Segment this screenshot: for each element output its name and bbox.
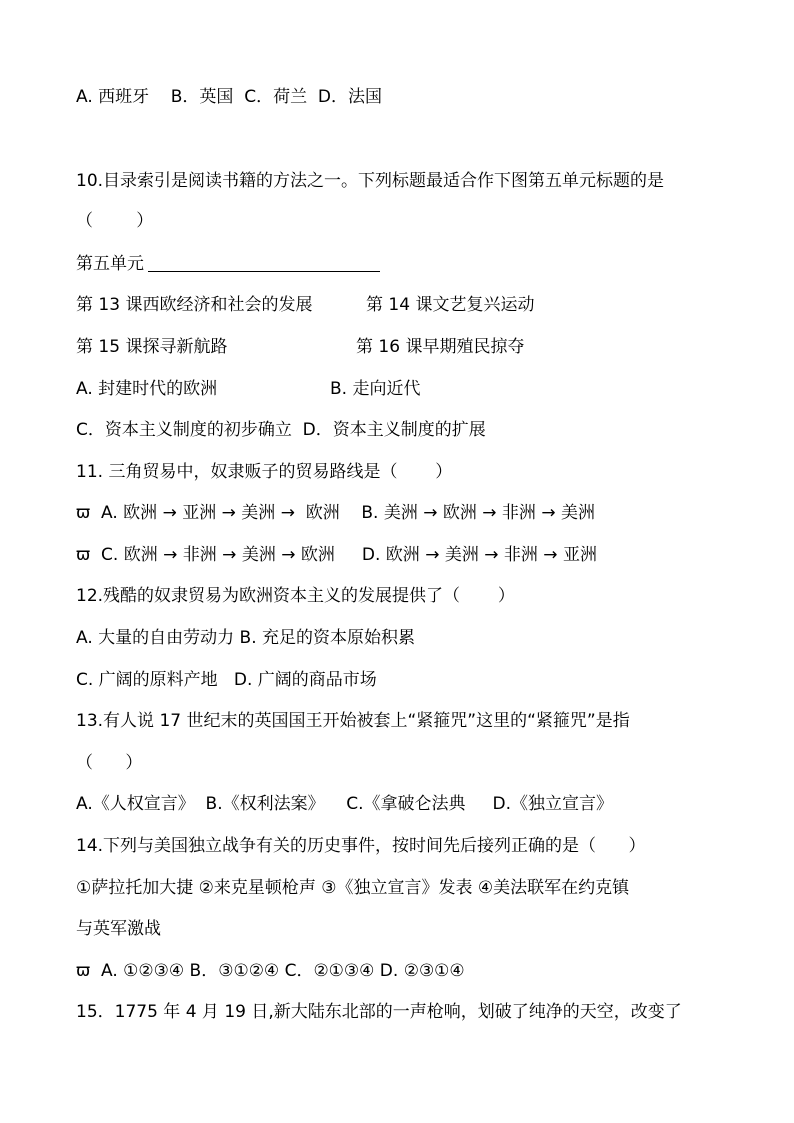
- q15-stem: 15．1775 年 4 月 19 日,新大陆东北部的一声枪响，划破了纯净的天空，改变了: [76, 1002, 682, 1022]
- q13-stem: 13.有人说 17 世纪末的英国国王开始被套上“紧箍咒”这里的“紧箍咒”是指: [76, 711, 630, 731]
- lesson-16: 第 16 课早期殖民掠夺: [356, 337, 525, 357]
- unit5-label: 第五单元: [76, 254, 144, 274]
- unit5-title-line: [76, 252, 380, 276]
- q10-option-b: B. 走向近代: [330, 379, 421, 399]
- q13-options: A.《人权宣言》 B.《权利法案》 C.《拿破仑法典 D.《独立宣言》: [76, 794, 614, 814]
- q11-options-cd: ϖ C. 欧洲 → 非洲 → 美洲 → 欧洲 D. 欧洲 → 美洲 → 非洲 → 亚洲: [76, 545, 597, 565]
- q10-option-a: A. 封建时代的欧洲: [76, 379, 218, 399]
- lesson-14: 第 14 课文艺复兴运动: [366, 295, 535, 315]
- q10-answer-paren: （ ）: [76, 211, 154, 231]
- q14-options: ϖ A. ①②③④ B．③①②④ C．②①③④ D. ②③①④: [76, 961, 465, 981]
- lesson-13: 第 13 课西欧经济和社会的发展: [76, 295, 313, 315]
- q13-answer-paren: （ ）: [76, 753, 143, 773]
- q12-stem: 12.残酷的奴隶贸易为欧洲资本主义的发展提供了（ ）: [76, 586, 515, 606]
- lesson-15: 第 15 课探寻新航路: [76, 337, 228, 357]
- q10-options-cd: C．资本主义制度的初步确立 D．资本主义制度的扩展: [76, 420, 486, 440]
- q14-stem: 14.下列与美国独立战争有关的历史事件，按时间先后接列正确的是（ ）: [76, 836, 646, 856]
- q14-events: ①萨拉托加大捷 ②来克星顿枪声 ③《独立宣言》发表 ④美法联军在约克镇: [76, 878, 630, 898]
- q14-events-cont: 与英军激战: [76, 919, 161, 939]
- q9-options: A. 西班牙 B．英国 C．荷兰 D．法国: [76, 87, 382, 107]
- q12-options-cd: C. 广阔的原料产地 D. 广阔的商品市场: [76, 670, 377, 690]
- q11-options-ab: ϖ A. 欧洲 → 亚洲 → 美洲 → 欧洲 B. 美洲 → 欧洲 → 非洲 → 美洲: [76, 503, 595, 523]
- q11-stem: 11. 三角贸易中，奴隶贩子的贸易路线是（ ）: [76, 462, 453, 482]
- unit5-title-blank: [148, 253, 380, 272]
- q10-stem: 10.目录索引是阅读书籍的方法之一。下列标题最适合作下图第五单元标题的是: [76, 171, 665, 191]
- q12-options-ab: A. 大量的自由劳动力 B. 充足的资本原始积累: [76, 628, 416, 648]
